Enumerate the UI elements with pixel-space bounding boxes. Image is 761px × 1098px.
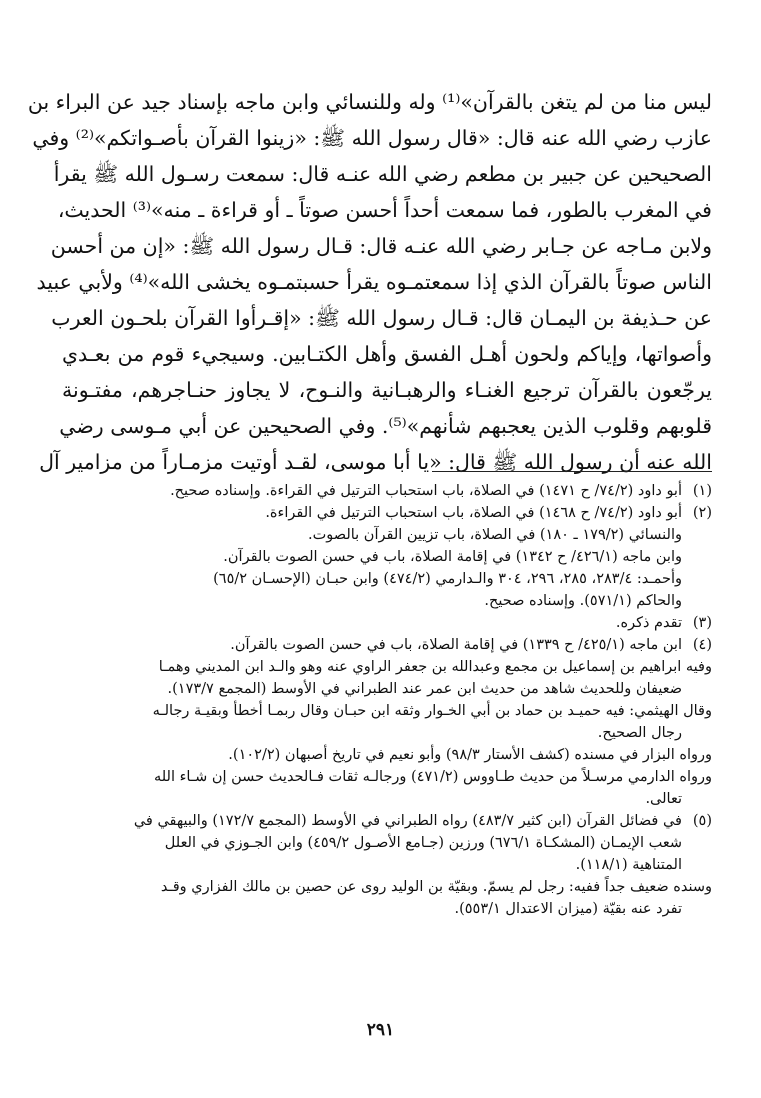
footnote-line: وفيه ابراهيم بن إسماعيل بن مجمع وعبدالله بن جعفر الراوي عنه وهو والـد ابن المديني وهمـا [158,659,712,675]
footnote-3 [62,612,712,634]
footnote-line: وسنده ضعيف جداً ففيه: رجل لم يسمّ. وبقيّة بن الوليد روى عن حصين بن مالك الفزاري وقـد [160,879,712,895]
footnote-number: (٢) [692,505,712,521]
footnote-line: ورواه الدارمي مرسـلاً من حديث طـاووس (٤٧١/٢) ورجالـه ثقات فـالحديث حسن إن شـاء الله [153,769,712,785]
footnote-line: ورواه البزار في مسنده (كشف الأستار ٩٨/٣) وأبو نعيم في تاريخ أصبهان (١٠٢/٢). [228,747,712,763]
footnotes [62,480,712,920]
footnote-separator [432,471,712,472]
footnote-2 [62,502,712,612]
body-line: ليس منا من لم يتغن بالقرآن»⁽¹⁾ وله وللنسائي وابن ماجه بإسناد جيد عن البراء بن [27,90,712,114]
footnote-4 [62,634,712,656]
footnote-line: رجال الصحيح. [597,725,682,741]
footnote-number: (٥) [692,813,712,829]
footnote-line: أبو داود (٧٤/٢/ ح ١٤٧١) في الصلاة، باب استحباب الترتيل في القراءة. وإسناده صحيح. [170,483,682,499]
footnote-line: وقال الهيثمي: فيه حميـد بن حماد بن أبي الخـوار وثقه ابن حبـان وقال ربمـا أخطأ وبقيـة رجالـه [152,703,712,719]
footnote-line: تعالى. [645,791,682,807]
body-line: الناس صوتاً بالقرآن الذي إذا سمعتمـوه يقرأ حسبتمـوه يخشى الله»⁽⁴⁾ ولأبي عبيد [36,270,712,294]
body-line: عازب رضي الله عنه قال: «قال رسول الله ﷺ: «زينوا القرآن بأصـواتكم»⁽²⁾ وفي [32,126,712,150]
footnote-line: وابن ماجه (٤٢٦/١/ ح ١٣٤٢) في إقامة الصلاة، باب في حسن الصوت بالقرآن. [223,549,682,565]
footnote-line: تقدم ذكره. [615,615,682,631]
body-line: عن حـذيفة بن اليمـان قال: قـال رسول الله ﷺ: «إقـرأوا القرآن بلحـون العرب [51,306,712,330]
footnote-line: ضعيفان وللحديث شاهد من حديث ابن عمر عند الطبراني في الأوسط (المجمع ١٧٣/٧). [167,681,682,697]
main-text [27,84,712,480]
footnote-line: أبو داود (٧٤/٢/ ح ١٤٦٨) في الصلاة، باب استحباب الترتيل في القراءة. [265,505,682,521]
footnote-number: (٤) [692,637,712,653]
body-line: الله عنه أن رسول الله ﷺ قال: «يا أبا موسى، لقـد أوتيت مزمـاراً من مزامير آل [39,450,712,474]
footnote-line: والحاكم (٥٧١/١). وإسناده صحيح. [484,593,682,609]
footnote-line: والنسائي (١٧٩/٢ ـ ١٨٠) في الصلاة، باب تزيين القرآن بالصوت. [308,527,682,543]
footnote-number: (٣) [692,615,712,631]
body-line: قلوبهم وقلوب الذين يعجبهم شأنهم»⁽⁵⁾. وفي الصحيحين عن أبي مـوسى رضي [59,414,712,438]
footnote-line: ابن ماجه (٤٢٥/١/ ح ١٣٣٩) في إقامة الصلاة، باب في حسن الصوت بالقرآن. [230,637,682,653]
body-line: يرجّعون بالقرآن ترجيع الغنـاء والرهبـانية والنـوح، لا يجاوز حنـاجرهم، مفتـونة [62,378,712,402]
footnote-line: في فضائل القرآن (ابن كثير ٤٨٣/٧) رواه الطبراني في الأوسط (المجمع ١٧٢/٧) والبيهقي في [133,813,682,829]
body-line: في المغرب بالطور، فما سمعت أحداً أحسن صوتاً ـ أو قراءة ـ منه»⁽³⁾ الحديث، [57,198,712,222]
body-line: وأصواتها، وإياكم ولحون أهـل الفسق وأهل الكتـابين. وسيجيء قوم من بعـدي [62,342,712,366]
footnote-1 [62,480,712,502]
body-line: الصحيحين عن جبير بن مطعم رضي الله عنـه قال: سمعت رسـول الله ﷺ يقرأ [53,162,712,186]
page-number: ٢٩١ [366,1020,395,1040]
footnote-line: المتناهية (١١٨/١). [575,857,682,873]
footnote-line: وأحمـد: ٢٨٣/٤، ٢٨٥، ٢٩٦، ٣٠٤ والـدارمي (٤٧٤/٢) وابن حبـان (الإحسـان ٦٥/٢) [213,571,682,587]
footnote-number: (١) [692,483,712,499]
body-line: ولابن مـاجه عن جـابر رضي الله عنـه قال: قـال رسول الله ﷺ: «إن من أحسن [50,234,712,258]
footnote-line: شعب الإيمـان (المشكـاة ٦٧٦/١) ورزين (جـامع الأصـول ٤٥٩/٢) وابن الجـوزي في العلل [164,835,682,851]
footnote-5 [62,810,712,876]
footnote-line: تفرد عنه بقيّة (ميزان الاعتدال ٥٥٣/١). [454,901,682,917]
